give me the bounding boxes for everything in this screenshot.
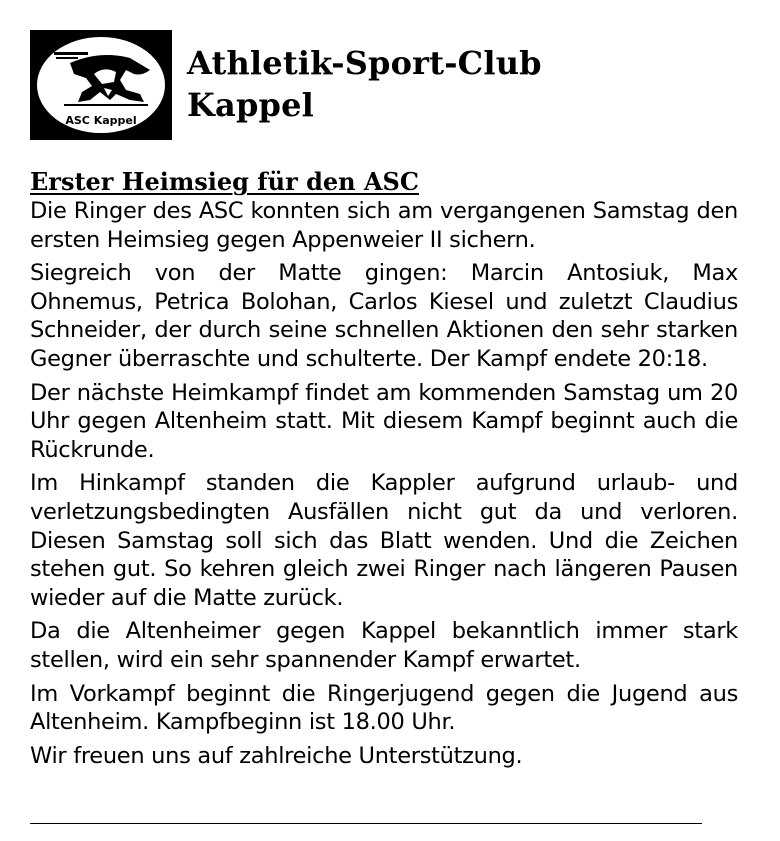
article-paragraph: Im Hinkampf standen die Kappler aufgrund urlaub- und verletzungsbedingten Ausfällen nicht gut da und verloren. Diesen Samstag soll sich das Blatt wenden. Und die Zeichen stehen gut. So kehren gleich zwei Ringer nach längeren Pausen wieder auf die Matte zurück. (30, 470, 738, 611)
article-headline: Erster Heimsieg für den ASC (30, 167, 419, 196)
article-paragraph: Siegreich von der Matte gingen: Marcin Antosiuk, Max Ohnemus, Petrica Bolohan, Carlos Kiesel und zuletzt Claudius Schneider, der durch seine schnellen Aktionen den sehr starken Gegner überraschte und schulterte. Der Kampf endete 20:18. (30, 260, 738, 372)
article-paragraph: Wir freuen uns auf zahlreiche Unterstützung. (30, 742, 523, 769)
club-logo (30, 30, 172, 140)
club-name-line1: Athletik-Sport-Club (187, 44, 542, 82)
article-paragraph: Der nächste Heimkampf findet am kommenden Samstag um 20 Uhr gegen Altenheim statt. Mit diesem Kampf beginnt auch die Rückrunde. (30, 379, 738, 463)
article (30, 166, 738, 775)
article-paragraph: Da die Altenheimer gegen Kappel bekanntlich immer stark stellen, wird ein sehr spannender Kampf erwartet. (30, 618, 738, 673)
article-paragraph: Die Ringer des ASC konnten sich am vergangenen Samstag den ersten Heimsieg gegen Appenweier II sichern. (30, 198, 738, 253)
club-name (187, 42, 607, 126)
wrestlers-logo-icon (30, 30, 172, 140)
bottom-divider (30, 823, 702, 824)
club-name-line2: Kappel (187, 86, 315, 124)
article-paragraph: Im Vorkampf beginnt die Ringerjugend gegen die Jugend aus Altenheim. Kampfbeginn ist 18.00 Uhr. (30, 680, 738, 736)
logo-label: ASC Kappel (65, 114, 137, 127)
